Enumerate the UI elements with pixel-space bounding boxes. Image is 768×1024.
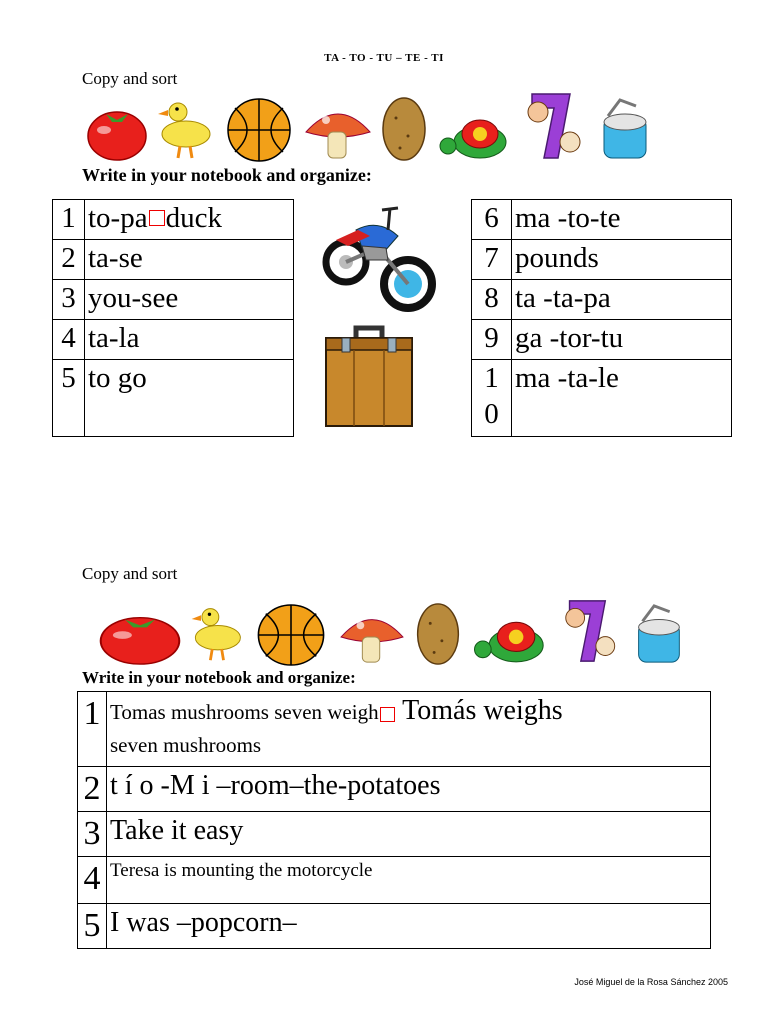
- potato-icon: [378, 96, 430, 162]
- row-text: you-see: [85, 280, 294, 320]
- table-row: [472, 320, 732, 360]
- table-row: [472, 200, 732, 240]
- picture-row-1: [86, 90, 652, 162]
- tomato-icon: [86, 102, 148, 162]
- row-text: Teresa is mounting the motorcycle: [107, 857, 711, 904]
- missing-char-box: [149, 210, 165, 226]
- row-number: 3: [78, 812, 107, 857]
- row-text: ma -ta-le: [512, 360, 732, 437]
- duck-icon: [152, 96, 216, 162]
- table-row: [53, 280, 294, 320]
- turtle-icon: [434, 112, 520, 162]
- word-part: duck: [165, 202, 222, 234]
- table-row: [78, 904, 711, 949]
- can-icon: [630, 602, 686, 666]
- row-number: 1 0: [472, 360, 512, 437]
- row-number: 5: [78, 904, 107, 949]
- row-text: Take it easy: [107, 812, 711, 857]
- table-row: [78, 692, 711, 767]
- row-text: pounds: [512, 240, 732, 280]
- row-text: ga -tor-tu: [512, 320, 732, 360]
- row-number: 1: [53, 200, 85, 240]
- copy-and-sort-label: Copy and sort: [82, 69, 178, 88]
- row-number: 2: [53, 240, 85, 280]
- table-row: [472, 360, 732, 437]
- copy-and-sort-label: Copy and sort: [82, 564, 178, 583]
- row-text: [107, 692, 711, 767]
- table-row: [472, 280, 732, 320]
- tomato-icon: [98, 608, 182, 666]
- motorcycle-icon: [318, 200, 440, 314]
- picture-row-2: [98, 596, 686, 666]
- row-number: 9: [472, 320, 512, 360]
- table-row: [53, 240, 294, 280]
- row-number: 6: [472, 200, 512, 240]
- table-row: [53, 200, 294, 240]
- instructions-heading: Write in your notebook and organize:: [82, 165, 372, 185]
- table-row: [78, 767, 711, 812]
- row-number: 2: [78, 767, 107, 812]
- seven-icon: [524, 90, 592, 162]
- basketball-icon: [250, 604, 332, 666]
- row-number: 4: [78, 857, 107, 904]
- word-part: to-pa: [88, 202, 148, 234]
- mushroom-icon: [336, 608, 408, 666]
- table-row: [78, 812, 711, 857]
- sentence-table: [77, 691, 711, 949]
- potato-icon: [412, 602, 464, 666]
- basketball-icon: [220, 98, 298, 162]
- sentence-part: Tomas mushrooms seven weigh: [110, 700, 379, 724]
- row-text: ta-se: [85, 240, 294, 280]
- row-number: 1: [78, 692, 107, 767]
- duck-icon: [186, 600, 246, 666]
- left-word-table: [52, 199, 294, 437]
- sentence-part: Tomás weighs: [395, 695, 563, 726]
- can-icon: [596, 96, 652, 162]
- row-number: 3: [53, 280, 85, 320]
- row-number: 5: [53, 360, 85, 437]
- row-text: ta-la: [85, 320, 294, 360]
- table-row: [472, 240, 732, 280]
- row-text: I was –popcorn–: [107, 904, 711, 949]
- row-text: t í o -M i –room–the-potatoes: [107, 767, 711, 812]
- row-text: ma -to-te: [512, 200, 732, 240]
- mushroom-icon: [302, 102, 374, 162]
- row-text: ta -ta-pa: [512, 280, 732, 320]
- instructions-heading: Write in your notebook and organize:: [82, 668, 356, 687]
- turtle-icon: [468, 614, 558, 666]
- author-footer: José Miguel de la Rosa Sánchez 2005: [574, 977, 728, 987]
- row-number: 7: [472, 240, 512, 280]
- table-row: [53, 360, 294, 437]
- page-title: TA - TO - TU – TE - TI: [324, 52, 444, 64]
- row-number: 8: [472, 280, 512, 320]
- missing-char-box: [380, 707, 395, 722]
- table-row: [53, 320, 294, 360]
- row-text: to go: [85, 360, 294, 437]
- sentence-part: seven mushrooms: [110, 733, 262, 757]
- suitcase-icon: [324, 324, 414, 428]
- seven-icon: [562, 596, 626, 666]
- right-word-table: [471, 199, 732, 437]
- row-text: [85, 200, 294, 240]
- table-row: [78, 857, 711, 904]
- row-number: 4: [53, 320, 85, 360]
